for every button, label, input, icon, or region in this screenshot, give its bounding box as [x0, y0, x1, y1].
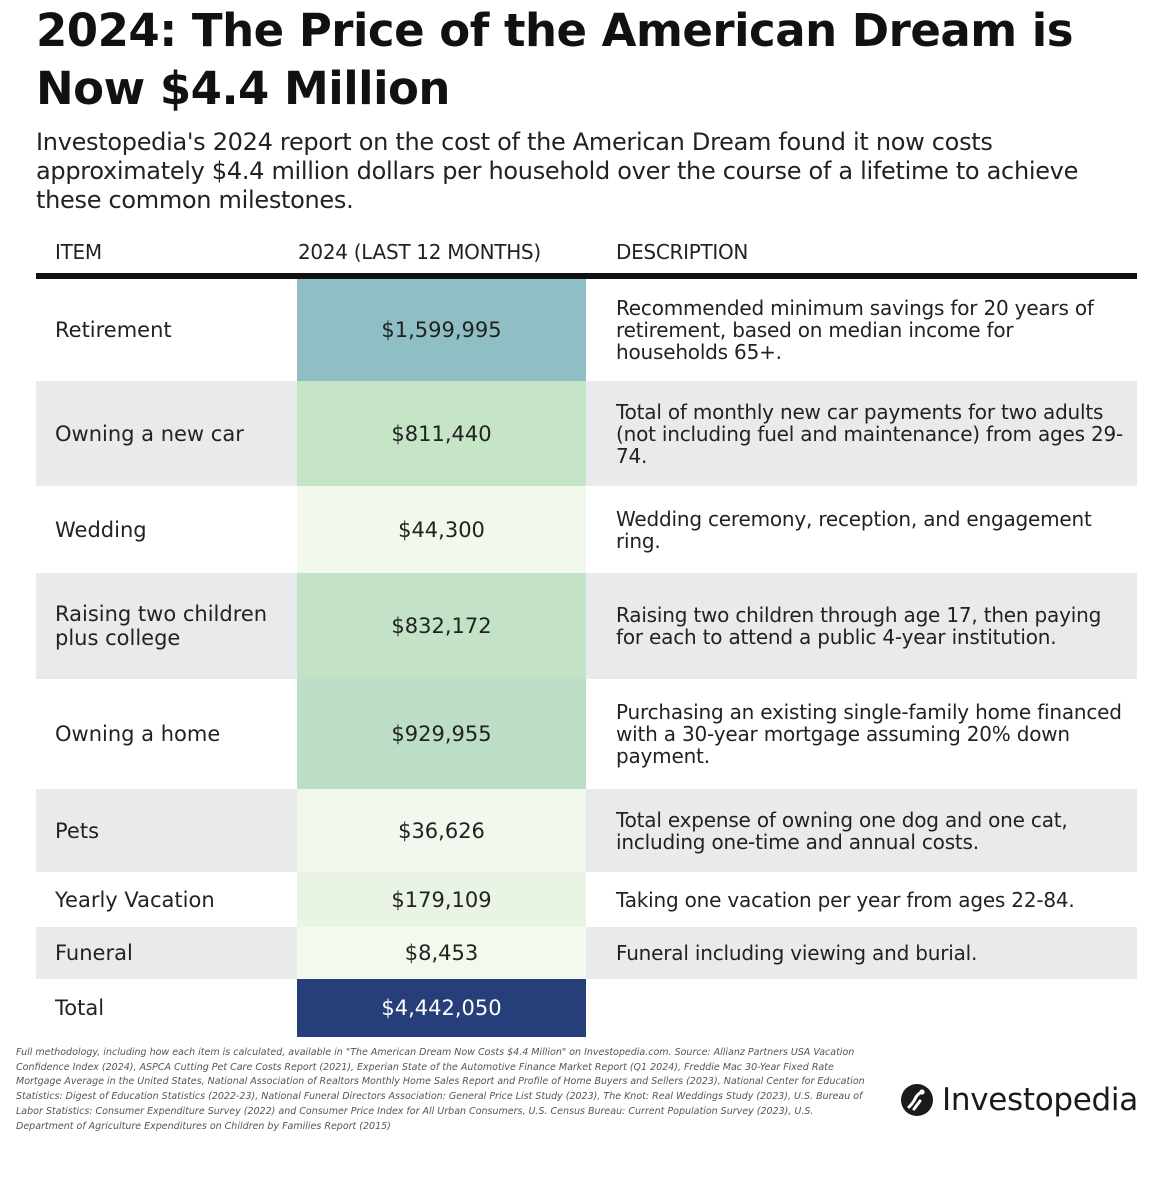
table-cell-item: Yearly Vacation	[55, 887, 215, 912]
table-cell-value: $811,440	[297, 381, 586, 486]
table-cell-item: Owning a new car	[55, 421, 244, 446]
column-header-item: ITEM	[55, 240, 102, 264]
table-cell-value: $1,599,995	[297, 279, 586, 381]
table-cell-value: $44,300	[297, 486, 586, 573]
total-value: $4,442,050	[297, 979, 586, 1037]
table-cell-description: Wedding ceremony, reception, and engagement ring.	[616, 506, 1092, 553]
table-cell-description: Total expense of owning one dog and one cat, including one-time and annual costs.	[616, 807, 1068, 854]
table-cell-item: Retirement	[55, 318, 172, 342]
table-cell-value: $179,109	[297, 872, 586, 927]
investopedia-logo	[900, 1082, 1138, 1118]
column-header-value: 2024 (LAST 12 MONTHS)	[298, 240, 541, 264]
investopedia-logo-icon	[900, 1083, 934, 1117]
investopedia-logo-text: Investopedia	[942, 1082, 1138, 1118]
table-cell-description: Taking one vacation per year from ages 22-84.	[616, 887, 1075, 912]
table-cell-value: $929,955	[297, 679, 586, 789]
table-cell-description: Funeral including viewing and burial.	[616, 941, 978, 965]
page-subtitle: Investopedia's 2024 report on the cost of the American Dream found it now costs approximately $4.4 million dollars per household over the course of a lifetime to achieve these common milestones.	[36, 128, 1079, 214]
column-header-description: DESCRIPTION	[616, 240, 749, 264]
table-cell-item: Owning a home	[55, 722, 221, 746]
table-cell-description: Purchasing an existing single-family home financed with a 30-year mortgage assuming 20% down payment.	[616, 700, 1122, 768]
page-title: 2024: The Price of the American Dream is Now $4.4 Million	[36, 4, 1073, 115]
table-cell-description: Recommended minimum savings for 20 years of retirement, based on median income for households 65+.	[616, 296, 1094, 364]
table-cell-item: Raising two children plus college	[55, 602, 268, 650]
table-cell-description: Total of monthly new car payments for two adults (not including fuel and maintenance) from ages 29-74.	[616, 399, 1124, 468]
table-cell-item: Funeral	[55, 941, 133, 965]
table-cell-value: $36,626	[297, 789, 586, 872]
total-label: Total	[55, 996, 105, 1020]
table-cell-item: Wedding	[55, 517, 147, 542]
table-cell-value: $832,172	[297, 573, 586, 679]
source-footnote: Full methodology, including how each item is calculated, available in "The American Dream Now Costs $4.4 Million" on Investopedia.com. Source: Allianz Partners USA Vacation Confidence Index (2024), ASPCA Cutting Pet Care Costs Report (2021), Experian State of the Automotive Finance Market Report (Q1 2024), Freddie Mac 30-Year Fixed Rate Mortgage Average in the United States, National Association of Realtors Monthly Home Sales Report and Profile of Home Buyers and Sellers (2023), National Center for Education Statistics: Digest of Education Statistics (2022-23), National Funeral Directors Association: General Price List Study (2023), The Knot: Real Weddings Study (2023), U.S. Bureau of Labor Statistics: Consumer Expenditure Survey (2022) and Consumer Price Index for All Urban Consumers, U.S. Census Bureau: Current Population Survey (2023), U.S. Department of Agriculture Expenditures on Children by Families Report (2015)	[16, 1047, 865, 1132]
table-cell-description: Raising two children through age 17, then paying for each to attend a public 4-year institution.	[616, 603, 1102, 649]
table-cell-item: Pets	[55, 818, 100, 843]
table-cell-value: $8,453	[297, 927, 586, 979]
